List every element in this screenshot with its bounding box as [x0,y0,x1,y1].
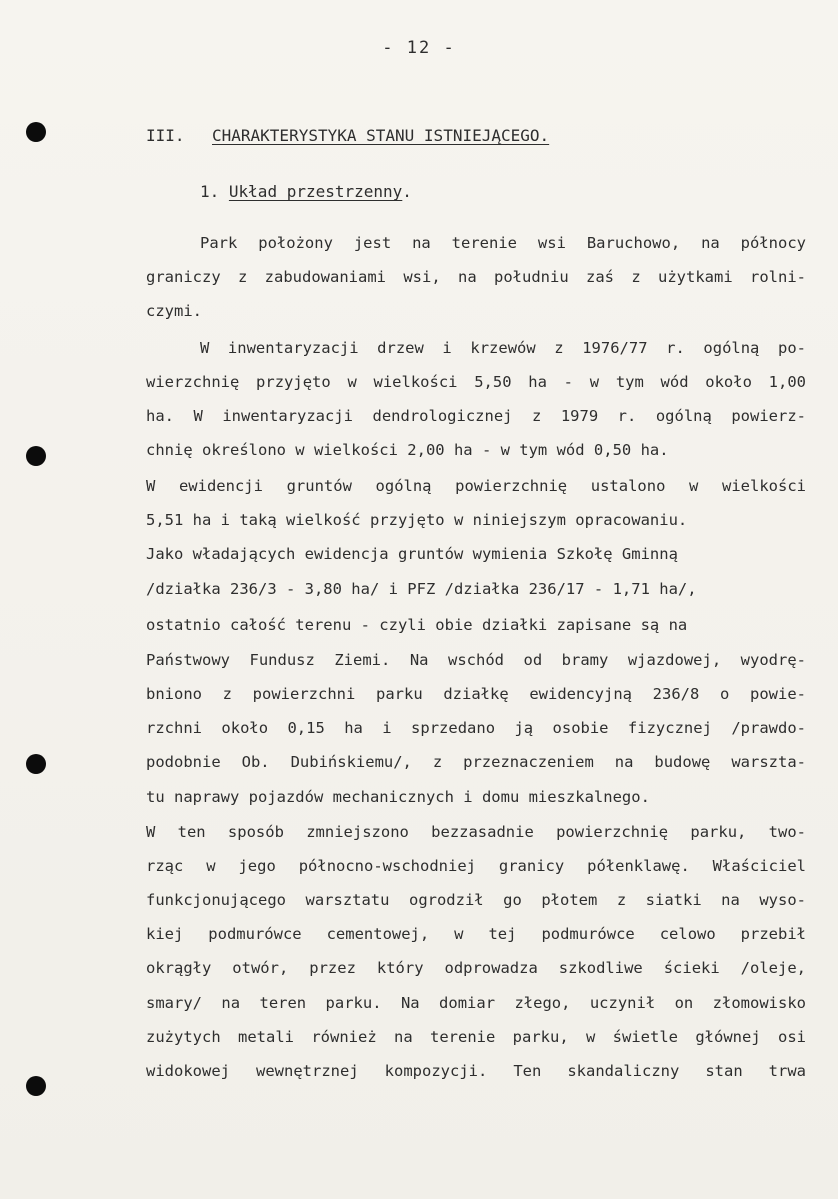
subsection-number: 1. [200,182,220,201]
text-line: widokowej wewnętrznej kompozycji. Ten skandaliczny stan trwa [146,1062,806,1080]
punch-hole [26,1076,46,1096]
text-line: W ten sposób zmniejszono bezzasadnie powierzchnię parku, two- [146,823,806,841]
subsection-title: Układ przestrzenny [228,182,403,201]
text-line: zużytych metali również na terenie parku, w świetle głównej osi [146,1028,806,1046]
text-line: Park położony jest na terenie wsi Baruchowo, na północy [200,234,806,252]
punch-hole [26,446,46,466]
subsection-heading [200,182,412,201]
text-line: czymi. [146,302,202,320]
text-line: rzchni około 0,15 ha i sprzedano ją osobie fizycznej /prawdo- [146,719,806,737]
text-line: 5,51 ha i taką wielkość przyjęto w niniejszym opracowaniu. [146,511,688,529]
text-line: /działka 236/3 - 3,80 ha/ i PFZ /działka 236/17 - 1,71 ha/, [146,580,697,598]
punch-hole [26,754,46,774]
text-line: ha. W inwentaryzacji dendrologicznej z 1979 r. ogólną powierz- [146,407,806,425]
text-line: wierzchnię przyjęto w wielkości 5,50 ha - w tym wód około 1,00 [146,373,806,391]
text-line: Państwowy Fundusz Ziemi. Na wschód od bramy wjazdowej, wyodrę- [146,651,806,669]
text-line: W ewidencji gruntów ogólną powierzchnię ustalono w wielkości [146,477,806,495]
text-line: rząc w jego północno-wschodniej granicy półenklawę. Właściciel [146,857,806,875]
section-number: III. [146,126,185,145]
text-line: okrągły otwór, przez który odprowadza szkodliwe ścieki /oleje, [146,959,806,977]
section-heading [146,126,549,145]
text-line: chnię określono w wielkości 2,00 ha - w tym wód 0,50 ha. [146,441,669,459]
text-line: tu naprawy pojazdów mechanicznych i domu mieszkalnego. [146,788,650,806]
text-line: podobnie Ob. Dubińskiemu/, z przeznaczeniem na budowę warszta- [146,753,806,771]
text-line: W inwentaryzacji drzew i krzewów z 1976/77 r. ogólną po- [200,339,806,357]
page-number: - 12 - [382,38,456,58]
text-line: Jako władających ewidencja gruntów wymienia Szkołę Gminną [146,545,678,563]
text-line: graniczy z zabudowaniami wsi, na południu zaś z użytkami rolni- [146,268,806,286]
text-line: kiej podmurówce cementowej, w tej podmurówce celowo przebił [146,925,806,943]
text-line: bniono z powierzchni parku działkę ewidencyjną 236/8 o powie- [146,685,806,703]
text-line: smary/ na teren parku. Na domiar złego, uczynił on złomowisko [146,994,806,1012]
section-title: CHARAKTERYSTYKA STANU ISTNIEJĄCEGO. [212,126,550,145]
text-line: ostatnio całość terenu - czyli obie działki zapisane są na [146,616,688,634]
punch-hole [26,122,46,142]
subsection-tail: . [402,182,412,201]
text-line: funkcjonującego warsztatu ogrodził go płotem z siatki na wyso- [146,891,806,909]
